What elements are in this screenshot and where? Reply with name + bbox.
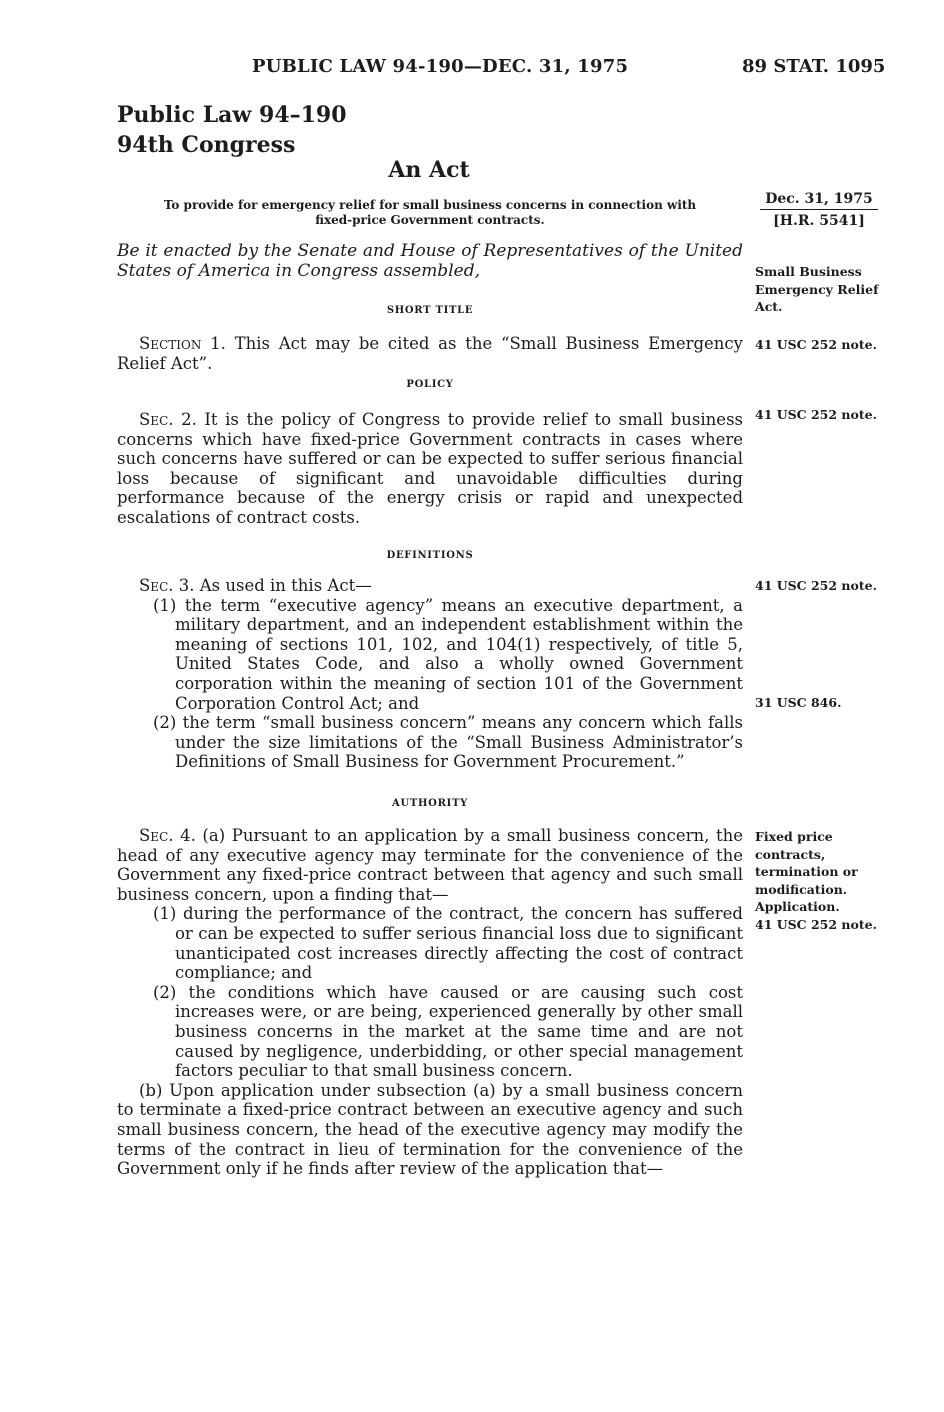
approval-date-note — [760, 191, 878, 229]
definitions-heading: DEFINITIONS — [386, 550, 474, 561]
act-purpose — [117, 198, 743, 228]
sec4-margin-note — [755, 828, 877, 933]
law-title-block — [117, 100, 347, 160]
finding-item-2: (2) the conditions which have caused or are causing such cost increases were, or are being, experienced generally by other small business concerns in the market at the same time and are not caused by negligence, underbidding, or other special management factors peculiar to that small business concern. — [153, 982, 743, 1081]
margin-note-line: Act. — [755, 299, 783, 314]
policy-heading: POLICY — [406, 379, 454, 390]
section-label: Sec. 2. — [139, 410, 197, 429]
definition-item-2: (2) the term “small business concern” means any concern which falls under the size limitations of the “Small Business Administrator’s Definitions of Small Business for Government Procurement.” — [153, 713, 743, 772]
margin-note-line: Small Business — [755, 264, 862, 279]
section-label: Sec. 4. — [139, 826, 196, 845]
subsection-b: (b) Upon application under subsection (a) by a small business concern to terminate a fixed-price contract between an executive agency and such small business concern, the head of the executive agency may modify the terms of the contract in lieu of termination for the convenience of the Government only if he finds after review of the application that— — [117, 1080, 743, 1179]
enacting-clause: Be it enacted by the Senate and House of Representatives of the United States of America in Congress assembled, — [117, 241, 743, 281]
sec3-code-reference: 41 USC 252 note. — [755, 578, 877, 593]
section-text: It is the policy of Congress to provide relief to small business concerns which have fixed-price Government contracts in cases where such concerns have suffered or can be expected to suffer serious financial loss because of significant and unavoidable difficulties during performance because of the energy crisis or rapid and unexpected escalations of contract costs. — [117, 410, 744, 527]
section-3 — [117, 576, 743, 772]
approval-date: Dec. 31, 1975 — [760, 191, 878, 210]
margin-note-line: 41 USC 252 note. — [755, 916, 877, 932]
section-label: Sec. 3. — [139, 576, 195, 595]
definition-item-1: (1) the term “executive agency” means an executive department, a military department, and an independent establishment within the meaning of sections 101, 102, and 104(1) respectively, of title 5, United States Code, and also a wholly owned Government corporation within the meaning of section 101 of the Government Corporation Control Act; and — [153, 595, 743, 713]
act-title: An Act — [388, 157, 470, 183]
authority-heading: AUTHORITY — [392, 798, 468, 809]
purpose-line-2: fixed-price Government contracts. — [315, 213, 545, 227]
congress-number: 94th Congress — [117, 132, 296, 158]
short-title-heading: SHORT TITLE — [386, 305, 474, 316]
statute-page-reference: 89 STAT. 1095 — [742, 56, 886, 77]
section-text: This Act may be cited as the “Small Business Emergency Relief Act”. — [117, 334, 743, 373]
public-law-number: Public Law 94–190 — [117, 102, 347, 128]
section-text: As used in this Act— — [194, 576, 372, 595]
margin-note-line: Application. — [755, 899, 840, 914]
section-text: (a) Pursuant to an application by a small business concern, the head of any executive agency may terminate for the convenience of the Government any fixed-price contract between that agency and such small business concern, upon a finding that— — [117, 826, 743, 904]
subsection-a — [117, 826, 743, 904]
purpose-line-1: To provide for emergency relief for small business concerns in connection with — [163, 198, 697, 212]
margin-note-line: modification. — [755, 881, 848, 897]
section-label: Section 1. — [139, 334, 226, 353]
section-4 — [117, 826, 743, 1179]
section-2 — [117, 410, 743, 528]
sec1-code-reference: 41 USC 252 note. — [755, 337, 877, 352]
margin-note-line: Emergency Relief — [755, 281, 879, 297]
running-head: PUBLIC LAW 94-190—DEC. 31, 1975 — [252, 56, 629, 77]
bill-number: [H.R. 5541] — [773, 213, 865, 229]
gov-corp-code-reference: 31 USC 846. — [755, 695, 842, 710]
margin-note-line: contracts, — [755, 846, 826, 862]
margin-note-line: Fixed price — [755, 829, 833, 844]
short-title-margin-note — [755, 263, 878, 316]
section-1 — [117, 334, 743, 373]
finding-item-1: (1) during the performance of the contract, the concern has suffered or can be expected to suffer serious financial loss due to significant unanticipated cost increases directly affecting the cost of contract compliance; and — [153, 904, 743, 983]
margin-note-line: termination or — [755, 864, 858, 879]
sec2-code-reference: 41 USC 252 note. — [755, 407, 877, 422]
